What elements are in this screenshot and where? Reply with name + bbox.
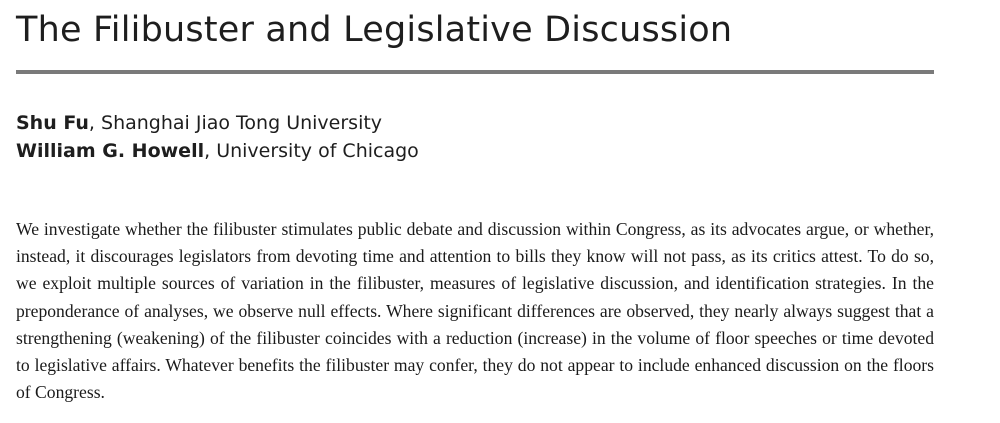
author-name: William G. Howell (16, 140, 205, 162)
author-name: Shu Fu (16, 112, 89, 134)
author-entry: Shu Fu, Shanghai Jiao Tong University (16, 112, 383, 134)
title-rule (16, 70, 934, 74)
author-entry: William G. Howell, University of Chicago (16, 140, 419, 162)
paper-title: The Filibuster and Legislative Discussion (16, 10, 733, 50)
author-affiliation: Shanghai Jiao Tong University (101, 112, 383, 134)
author-list (16, 109, 419, 165)
abstract-text: We investigate whether the filibuster stimulates public debate and discussion within Congress, as its advocates argue, or whether, instead, it discourages legislators from devoting time and attention to bills they know will not pass, as its critics attest. To do so, we exploit multiple sources of variation in the filibuster, measures of legislative discussion, and identification strategies. In the preponderance of analyses, we observe null effects. Where significant differences are observed, they nearly always suggest that a strengthening (weakening) of the filibuster coincides with a reduction (increase) in the volume of floor speeches or time devoted to legislative affairs. Whatever benefits the filibuster may confer, they do not appear to include enhanced discussion on the floors of Congress. (16, 219, 934, 403)
author-affiliation: University of Chicago (216, 140, 419, 162)
